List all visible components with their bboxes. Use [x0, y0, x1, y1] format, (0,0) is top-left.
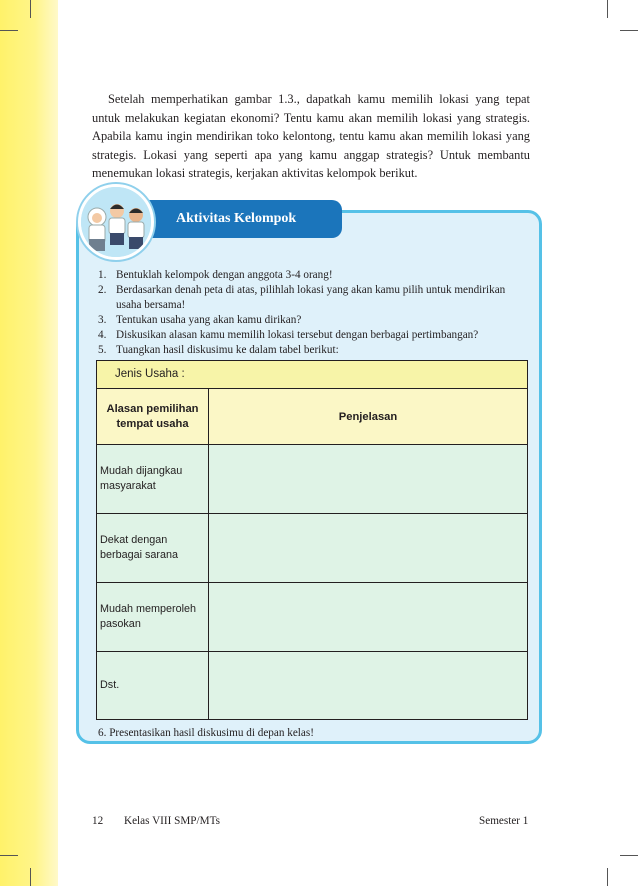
- book-title: Kelas VIII SMP/MTs: [124, 815, 220, 827]
- crop-mark: [30, 0, 31, 18]
- row-label: Dst.: [97, 652, 209, 719]
- final-step: 6. Presentasikan hasil diskusimu di depan kelas!: [98, 727, 314, 739]
- row-label: Dekat dengan berbagai sarana: [97, 514, 209, 583]
- step-text: Diskusikan alasan kamu memilih lokasi tersebut dengan berbagai pertimbangan?: [116, 329, 479, 341]
- intro-paragraph: Setelah memperhatikan gambar 1.3., dapatkah kamu memilih lokasi yang tepat untuk melakukan kegiatan ekonomi? Tentu kamu akan memilih lokasi yang strategis. Apabila kamu ingin mendirikan toko kelontong, tentu kamu akan memilih lokasi yang strategis. Lokasi yang seperti apa yang kamu anggap strategis? Untuk membantu menemukan lokasi strategis, kerjakan aktivitas kelompok berikut.: [92, 92, 530, 180]
- students-icon: [81, 187, 151, 257]
- header-penjelasan: Penjelasan: [209, 389, 527, 445]
- row-label: Mudah memperoleh pasokan: [97, 583, 209, 652]
- row-answer-cell[interactable]: [209, 583, 527, 652]
- crop-mark: [607, 0, 608, 18]
- page-number: 12: [92, 815, 104, 827]
- header-alasan: Alasan pemilihan tempat usaha: [97, 389, 209, 445]
- step-text: Berdasarkan denah peta di atas, pilihlah lokasi yang akan kamu pilih untuk mendirikan usaha bersama!: [116, 284, 506, 311]
- crop-mark: [607, 868, 608, 886]
- step-text: Tentukan usaha yang akan kamu dirikan?: [116, 314, 302, 326]
- row-answer-cell[interactable]: [209, 652, 527, 719]
- row-answer-cell[interactable]: [209, 445, 527, 514]
- step-item: 3. Tentukan usaha yang akan kamu dirikan?: [98, 314, 302, 326]
- crop-mark: [620, 855, 638, 856]
- step-item: 4. Diskusikan alasan kamu memilih lokasi tersebut dengan berbagai pertimbangan?: [98, 329, 479, 341]
- step-item: 2. Berdasarkan denah peta di atas, pilihlah lokasi yang akan kamu pilih untuk mendirikan usaha bersama!: [98, 283, 528, 313]
- crop-mark: [30, 868, 31, 886]
- activity-table: [96, 360, 528, 720]
- activity-title: Aktivitas Kelompok: [176, 211, 297, 226]
- crop-mark: [0, 855, 18, 856]
- row-answer-cell[interactable]: [209, 514, 527, 583]
- activity-steps: [98, 268, 528, 358]
- step-text: Bentuklah kelompok dengan anggota 3-4 orang!: [116, 269, 333, 281]
- jenis-usaha-row: [97, 361, 527, 389]
- crop-mark: [0, 30, 18, 31]
- side-color-strip: [0, 0, 58, 886]
- row-label: Mudah dijangkau masyarakat: [97, 445, 209, 514]
- crop-mark: [620, 30, 638, 31]
- students-illustration: [78, 184, 154, 260]
- step-item: 5. Tuangkan hasil diskusimu ke dalam tabel berikut:: [98, 344, 339, 356]
- step-item: 1. Bentuklah kelompok dengan anggota 3-4 orang!: [98, 269, 333, 281]
- jenis-usaha-label: Jenis Usaha :: [115, 368, 185, 380]
- semester-label: Semester 1: [479, 815, 529, 827]
- intro-text: [92, 90, 530, 183]
- step-text: Tuangkan hasil diskusimu ke dalam tabel berikut:: [116, 344, 339, 356]
